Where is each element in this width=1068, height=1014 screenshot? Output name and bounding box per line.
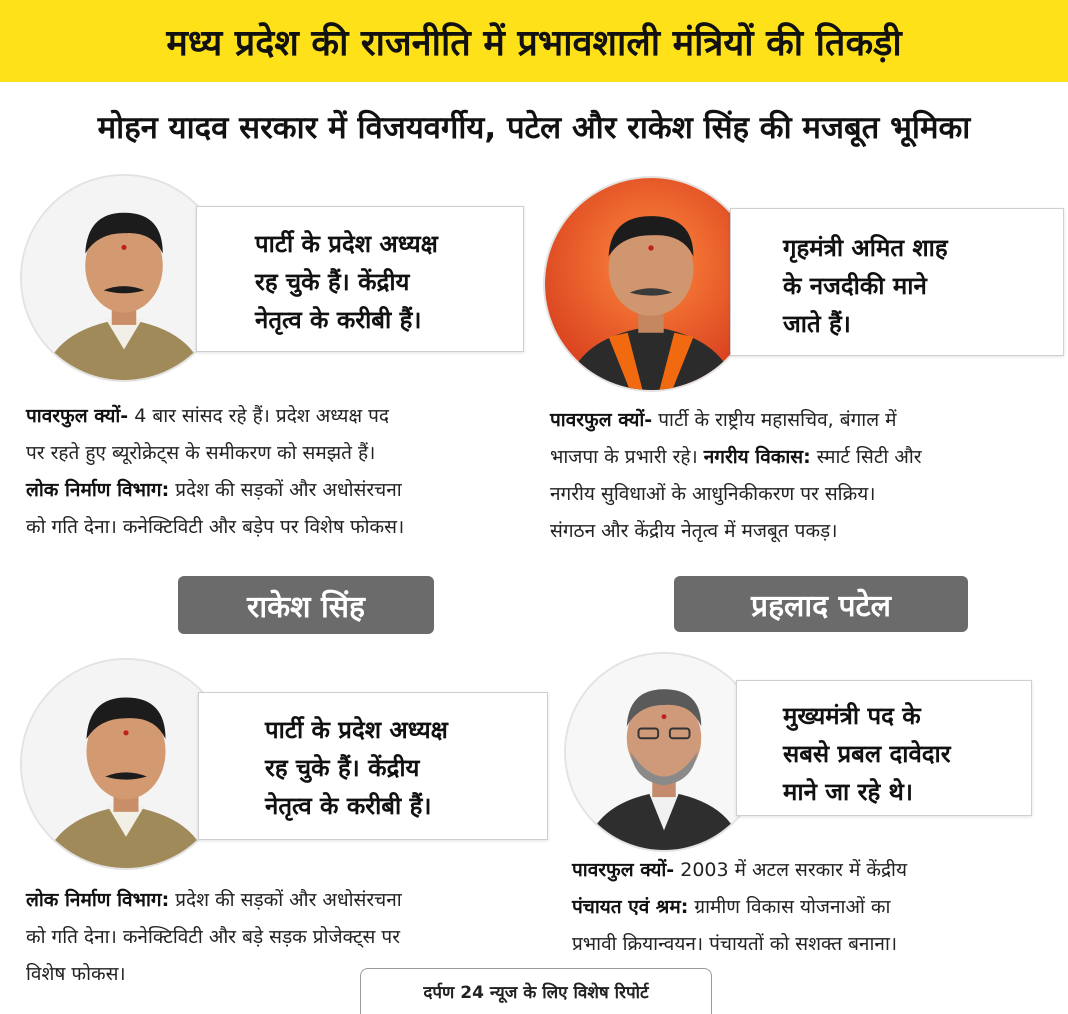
quote-line: पार्टी के प्रदेश अध्यक्ष [265,716,448,744]
info-text: 4 बार सांसद रहे हैं। प्रदेश अध्यक्ष पद [128,405,389,427]
info-top-left [26,398,404,546]
quote-line: मुख्यमंत्री पद के [783,702,921,730]
info-text: भाजपा के प्रभारी रहे। [550,446,698,468]
quote-box-top-right [730,208,1064,356]
info-text: को गति देना। कनेक्टिविटी और बड़े सड़क प्रोजेक्ट्स पर [26,926,400,948]
quote-line: नेतृत्व के करीबी हैं। [255,306,422,334]
info-text: प्रदेश की सड़कों और अधोसंरचना [169,479,402,501]
info-bottom-left [26,882,402,993]
quote-line: माने जा रहे थे। [783,778,913,806]
quote-box-bottom-left [198,692,548,840]
info-text: पार्टी के राष्ट्रीय महासचिव, बंगाल में [652,409,897,431]
person-photo-icon [566,654,762,850]
info-text: 2003 में अटल सरकार में केंद्रीय [674,859,907,881]
quote-line: के नजदीकी माने [783,272,927,300]
name-label-prahlad-patel: प्रहलाद पटेल [674,576,968,632]
info-text: को गति देना। कनेक्टिविटी और बड़ेप पर विशेष फोकस। [26,516,405,538]
label-pwd: लोक निर्माण विभाग: [26,889,170,911]
quote-box-bottom-right [736,680,1032,816]
quote-line: नेतृत्व के करीबी हैं। [265,792,432,820]
info-text: ग्रामीण विकास योजनाओं का [688,896,891,918]
info-top-right [550,402,922,550]
portrait-vijayvargiya [545,178,757,390]
quote-line: पार्टी के प्रदेश अध्यक्ष [255,230,438,258]
quote-line: रह चुके हैं। केंद्रीय [265,754,420,782]
info-text: विशेष फोकस। [26,963,126,985]
info-text: स्मार्ट सिटी और [810,446,922,468]
portrait-prahlad-patel [566,654,762,850]
label-pwd: लोक निर्माण विभाग: [26,479,170,501]
footer-credit: दर्पण 24 न्यूज के लिए विशेष रिपोर्ट [360,968,712,1014]
header-banner: मध्य प्रदेश की राजनीति में प्रभावशाली मंत्रियों की तिकड़ी [0,0,1068,82]
info-bottom-right [572,852,907,963]
quote-line: गृहमंत्री अमित शाह [783,234,948,262]
label-powerful-why: पावरफुल क्यों- [26,405,129,427]
info-text: प्रदेश की सड़कों और अधोसंरचना [169,889,402,911]
name-label-rakesh-singh: राकेश सिंह [178,576,434,634]
label-powerful-why: पावरफुल क्यों- [550,409,653,431]
quote-line: जाते हैं। [783,310,851,338]
header-subtitle: मोहन यादव सरकार में विजयवर्गीय, पटेल और राकेश सिंह की मजबूत भूमिका [97,110,971,146]
label-urban-development: नगरीय विकास: [703,446,811,468]
quote-box-top-left [196,206,524,352]
info-text: पर रहते हुए ब्यूरोक्रेट्स के समीकरण को समझते हैं। [26,442,376,464]
quote-line: सबसे प्रबल दावेदार [783,740,951,768]
quote-line: रह चुके हैं। केंद्रीय [255,268,410,296]
info-text: प्रभावी क्रियान्वयन। पंचायतों को सशक्त बनाना। [572,933,898,955]
label-powerful-why: पावरफुल क्यों- [572,859,675,881]
person-photo-icon [545,178,757,390]
info-text: संगठन और केंद्रीय नेतृत्व में मजबूत पकड़। [550,520,838,542]
label-panchayat-labour: पंचायत एवं श्रम: [572,896,689,918]
info-text: नगरीय सुविधाओं के आधुनिकीकरण पर सक्रिय। [550,483,876,505]
